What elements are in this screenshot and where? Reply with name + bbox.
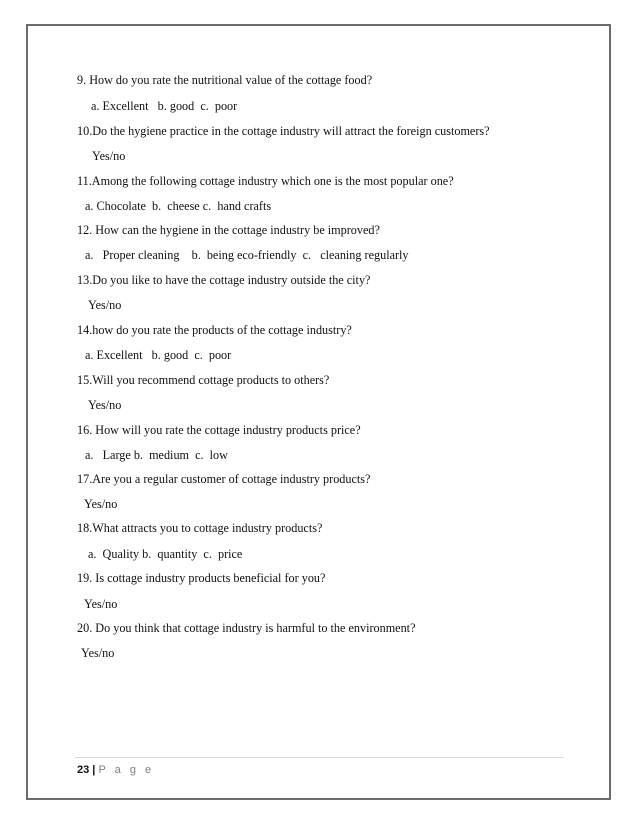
page-separator: |	[89, 764, 99, 776]
question-13: 13.Do you like to have the cottage industry outside the city?	[77, 273, 371, 287]
answer-12: a. Proper cleaning b. being eco-friendly c. cleaning regularly	[85, 248, 409, 262]
answer-14: a. Excellent b. good c. poor	[85, 348, 232, 362]
question-18: 18.What attracts you to cottage industry products?	[77, 521, 323, 535]
page-footer	[77, 763, 154, 777]
question-16: 16. How will you rate the cottage industry products price?	[77, 423, 361, 437]
answer-18: a. Quality b. quantity c. price	[88, 547, 243, 561]
page-word: P a g e	[98, 764, 155, 776]
question-15: 15.Will you recommend cottage products to others?	[77, 373, 330, 387]
answer-20: Yes/no	[81, 646, 115, 660]
question-12: 12. How can the hygiene in the cottage industry be improved?	[77, 223, 380, 237]
answer-11: a. Chocolate b. cheese c. hand crafts	[85, 199, 272, 213]
question-10: 10.Do the hygiene practice in the cottage industry will attract the foreign customers?	[77, 124, 490, 138]
question-17: 17.Are you a regular customer of cottage industry products?	[77, 472, 371, 486]
question-20: 20. Do you think that cottage industry is harmful to the environment?	[77, 621, 416, 635]
question-11: 11.Among the following cottage industry which one is the most popular one?	[77, 174, 454, 188]
question-9: 9. How do you rate the nutritional value of the cottage food?	[77, 73, 373, 87]
question-19: 19. Is cottage industry products beneficial for you?	[77, 571, 326, 585]
footer-rule	[75, 757, 564, 758]
answer-15: Yes/no	[88, 398, 122, 412]
page-number: 23	[77, 764, 90, 776]
answer-13: Yes/no	[88, 298, 122, 312]
answer-19: Yes/no	[84, 597, 118, 611]
answer-17: Yes/no	[84, 497, 118, 511]
question-14: 14.how do you rate the products of the cottage industry?	[77, 323, 352, 337]
answer-16: a. Large b. medium c. low	[85, 448, 228, 462]
answer-10: Yes/no	[92, 149, 126, 163]
answer-9: a. Excellent b. good c. poor	[91, 99, 238, 113]
